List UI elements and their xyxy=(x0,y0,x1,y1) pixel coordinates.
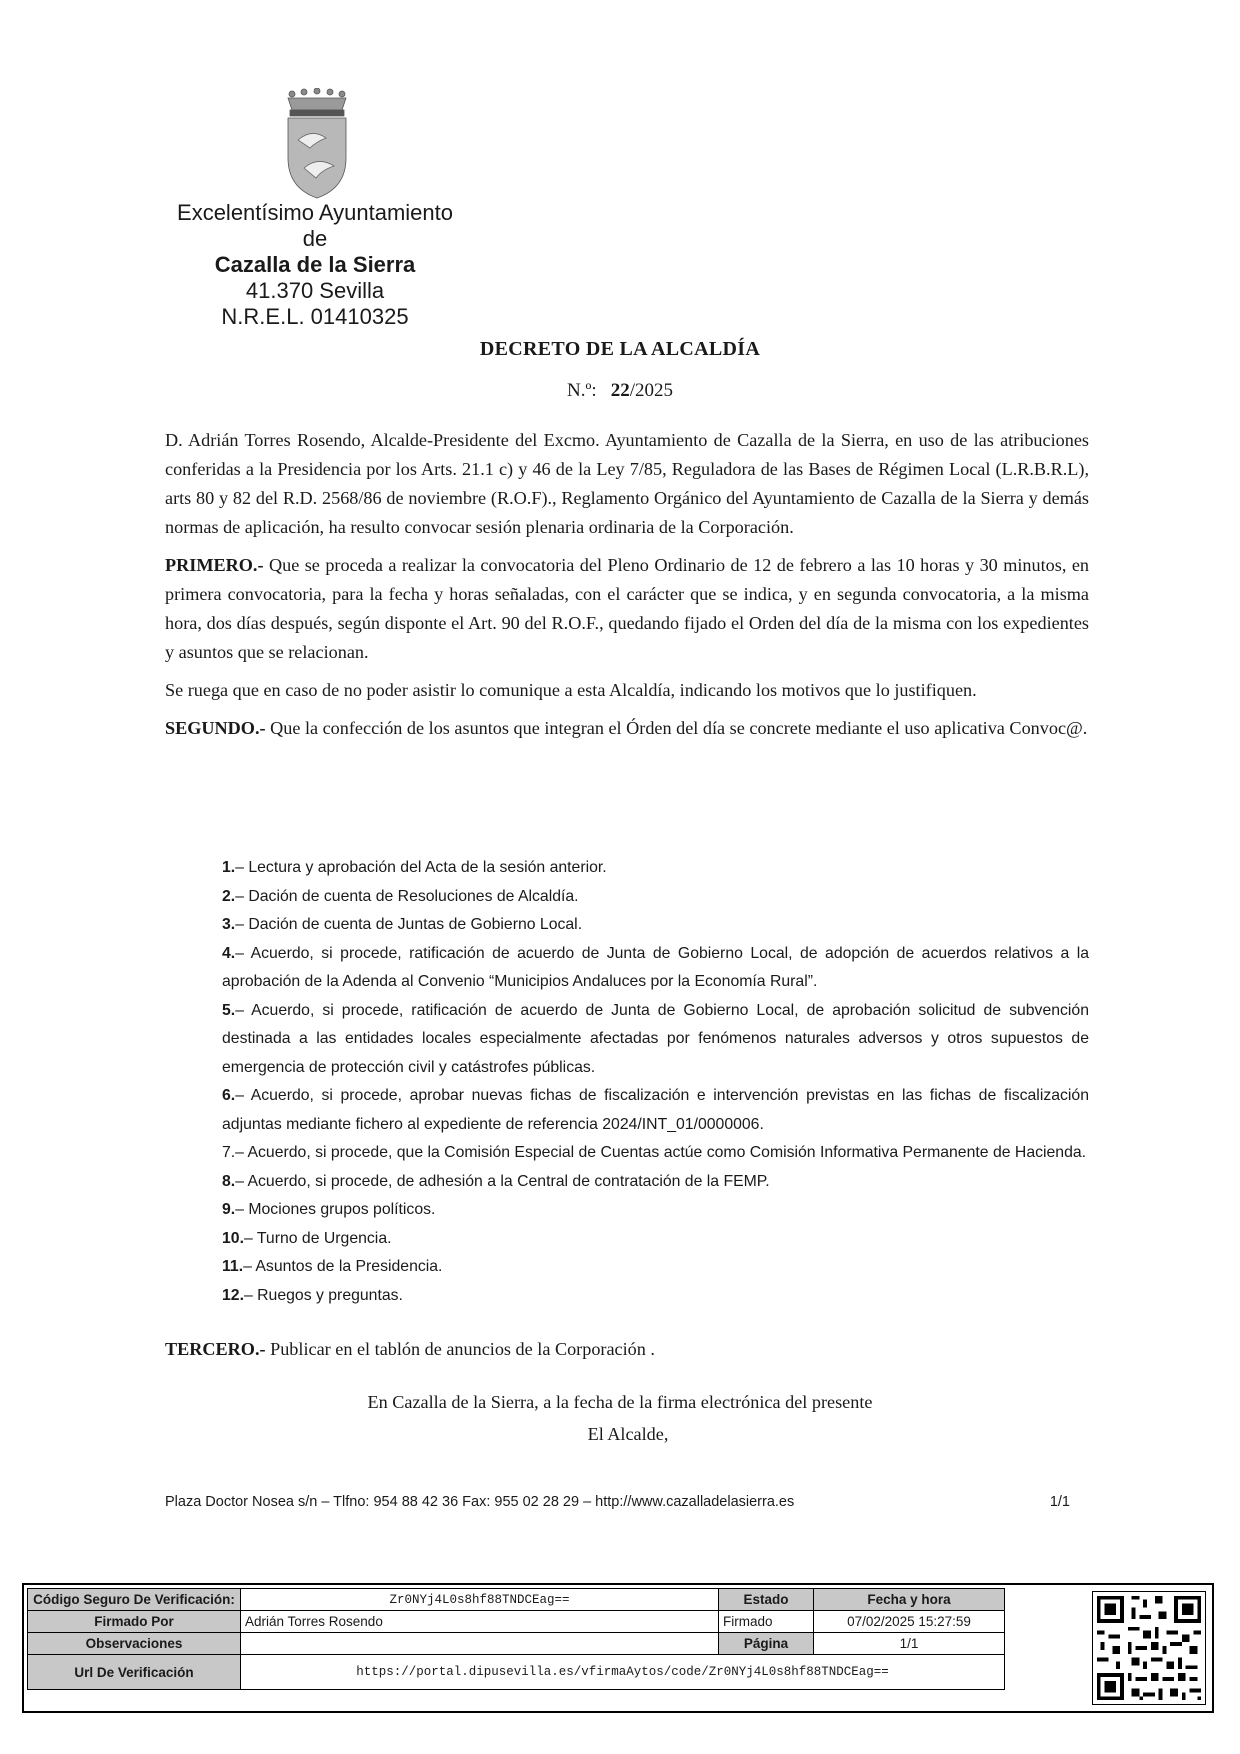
tercero-text: Publicar en el tablón de anuncios de la Corporación . xyxy=(265,1339,655,1359)
agenda-item xyxy=(222,940,1089,997)
signer-title: El Alcalde, xyxy=(587,1424,669,1444)
primero-text: Que se proceda a realizar la convocatoria del Pleno Ordinario de 12 de febrero a las 10 horas y 30 minutos, en primera convocatoria, para la fecha y horas señaladas, con el carácter que se indica, y en segunda convocatoria, a la misma hora, dos días después, según disponte el Art. 90 del R.O.F., quedando fijado el Orden del día de la misma con los expedientes y asuntos que se relacionan. xyxy=(165,555,1089,662)
segundo-label: SEGUNDO.- xyxy=(165,718,266,738)
intro-paragraph: D. Adrián Torres Rosendo, Alcalde-Presidente del Excmo. Ayuntamiento de Cazalla de la Sierra, en uso de las atribuciones conferidas a la Presidencia por los Arts. 21.1 c) y 46 de la Ley 7/85, Reguladora de las Bases de Régimen Local (L.R.B.R.L), arts 80 y 82 del R.D. 2568/86 de noviembre (R.O.F)., Reglamento Orgánico del Ayuntamiento de Cazalla de la Sierra y demás normas de aplicación, ha resulto convocar sesión plenaria ordinaria de la Corporación. xyxy=(165,430,1089,537)
agenda-item xyxy=(222,1225,1089,1254)
agenda-item xyxy=(222,1082,1089,1139)
agenda-item-text: – Turno de Urgencia. xyxy=(243,1229,392,1247)
agenda-item-text: – Dación de cuenta de Juntas de Gobierno Local. xyxy=(235,916,583,933)
qr-code-icon xyxy=(1092,1591,1206,1705)
decree-number-value: 22 xyxy=(610,380,630,401)
agenda-item-text: – Lectura y aprobación del Acta de la sesión anterior. xyxy=(235,859,607,876)
agenda-item-text: – Acuerdo, si procede, aprobar nuevas fichas de fiscalización e intervención previstas en las fichas de fiscalización adjuntas mediante fichero al expediente de referencia 2024/INT_01/0000006. xyxy=(222,1087,1089,1133)
org-nrel: N.R.E.L. 01410325 xyxy=(221,304,409,329)
agenda-item xyxy=(222,997,1089,1083)
agenda-item xyxy=(222,854,1089,883)
agenda-item-text: – Acuerdo, si procede, de adhesión a la Central de contratación de la FEMP. xyxy=(235,1172,770,1190)
verification-url-link[interactable]: https://portal.dipusevilla.es/vfirmaAytos/code/Zr0NYj4L0s8hf88TNDCEag== xyxy=(241,1655,1005,1690)
agenda-item-text: – Mociones grupos políticos. xyxy=(235,1201,436,1218)
agenda-item-number: 9. xyxy=(222,1201,236,1218)
org-line2: de xyxy=(302,226,328,251)
tercero-paragraph xyxy=(165,1335,1089,1364)
agenda-item-text: – Acuerdo, si procede, ratificación de acuerdo de Junta de Gobierno Local, de aprobación solicitud de subvención destinada a las entidades locales especialmente afectadas por fenómenos naturales adversos y otros supuestos de emergencia de protección civil y catástrofes públicas. xyxy=(222,1001,1089,1076)
closing-place-date: En Cazalla de la Sierra, a la fecha de la firma electrónica del presente xyxy=(367,1392,873,1412)
verification-box xyxy=(22,1583,1214,1713)
footer-page-number: 1/1 xyxy=(1049,1494,1070,1510)
agenda-item xyxy=(222,1253,1089,1282)
observaciones-label: Observaciones xyxy=(28,1633,241,1655)
agenda-item-number: 2. xyxy=(222,887,236,905)
organization-block xyxy=(150,200,480,330)
agenda-item-text: – Asuntos de la Presidencia. xyxy=(243,1258,443,1275)
org-line1: Excelentísimo Ayuntamiento xyxy=(177,200,453,225)
decree-title: DECRETO DE LA ALCALDÍA xyxy=(479,338,761,360)
decree-number xyxy=(0,380,1240,402)
estado-value: Firmado xyxy=(719,1611,814,1633)
agenda-item xyxy=(222,911,1089,940)
fecha-value: 07/02/2025 15:27:59 xyxy=(814,1611,1005,1633)
verification-table xyxy=(27,1588,1005,1690)
agenda-item-number: 5. xyxy=(222,1001,236,1019)
decree-number-year: /2025 xyxy=(629,380,673,401)
decree-body xyxy=(165,426,1089,752)
coat-of-arms-logo xyxy=(282,88,352,200)
ruego-paragraph: Se ruega que en caso de no poder asistir lo comunique a esta Alcaldía, indicando los motivos que lo justifiquen. xyxy=(165,680,977,700)
segundo-text: Que la confección de los asuntos que integran el Órden del día se concrete mediante el uso aplicativa Convoc@. xyxy=(265,718,1088,738)
agenda-list xyxy=(222,854,1089,1310)
agenda-item xyxy=(222,1282,1089,1311)
firmado-por-value: Adrián Torres Rosendo xyxy=(241,1611,719,1633)
agenda-item-number: 11. xyxy=(222,1258,244,1275)
agenda-item-number: 10. xyxy=(222,1229,244,1247)
decree-number-label: N.º: xyxy=(567,380,597,401)
agenda-item-text: 7.– Acuerdo, si procede, que la Comisión Especial de Cuentas actúe como Comisión Informativa Permanente de Hacienda. xyxy=(222,1144,1087,1161)
agenda-item xyxy=(222,1139,1089,1168)
agenda-item-number: 8. xyxy=(222,1172,236,1190)
fecha-label: Fecha y hora xyxy=(814,1589,1005,1611)
agenda-item-number: 3. xyxy=(222,916,236,933)
footer-address: Plaza Doctor Nosea s/n – Tlfno: 954 88 42 36 Fax: 955 02 28 29 – http://www.cazalladelasierra.es xyxy=(165,1494,795,1510)
tercero-label: TERCERO.- xyxy=(165,1339,266,1359)
csv-label: Código Seguro De Verificación: xyxy=(28,1589,241,1611)
agenda-item-text: – Dación de cuenta de Resoluciones de Alcaldía. xyxy=(235,887,579,905)
agenda-item-number: 12. xyxy=(222,1286,244,1304)
agenda-item xyxy=(222,883,1089,912)
agenda-item-text: – Acuerdo, si procede, ratificación de acuerdo de Junta de Gobierno Local, de adopción de acuerdos relativos a la aprobación de la Adenda al Convenio “Municipios Andaluces por la Economía Rural”. xyxy=(222,944,1089,990)
agenda-item-number: 4. xyxy=(222,944,236,962)
estado-label: Estado xyxy=(719,1589,814,1611)
agenda-item-number: 1. xyxy=(222,859,236,876)
firmado-por-label: Firmado Por xyxy=(28,1611,241,1633)
agenda-item xyxy=(222,1196,1089,1225)
observaciones-value xyxy=(241,1633,719,1655)
pagina-value: 1/1 xyxy=(814,1633,1005,1655)
url-label: Url De Verificación xyxy=(28,1655,241,1690)
primero-paragraph xyxy=(165,551,1089,667)
segundo-paragraph xyxy=(165,714,1089,743)
org-postal: 41.370 Sevilla xyxy=(245,278,385,303)
agenda-item-number: 6. xyxy=(222,1087,236,1104)
agenda-item-text: – Ruegos y preguntas. xyxy=(243,1286,403,1304)
agenda-item xyxy=(222,1168,1089,1197)
primero-label: PRIMERO.- xyxy=(165,555,264,575)
pagina-label: Página xyxy=(719,1633,814,1655)
csv-value: Zr0NYj4L0s8hf88TNDCEag== xyxy=(241,1589,719,1611)
org-name: Cazalla de la Sierra xyxy=(214,252,416,277)
